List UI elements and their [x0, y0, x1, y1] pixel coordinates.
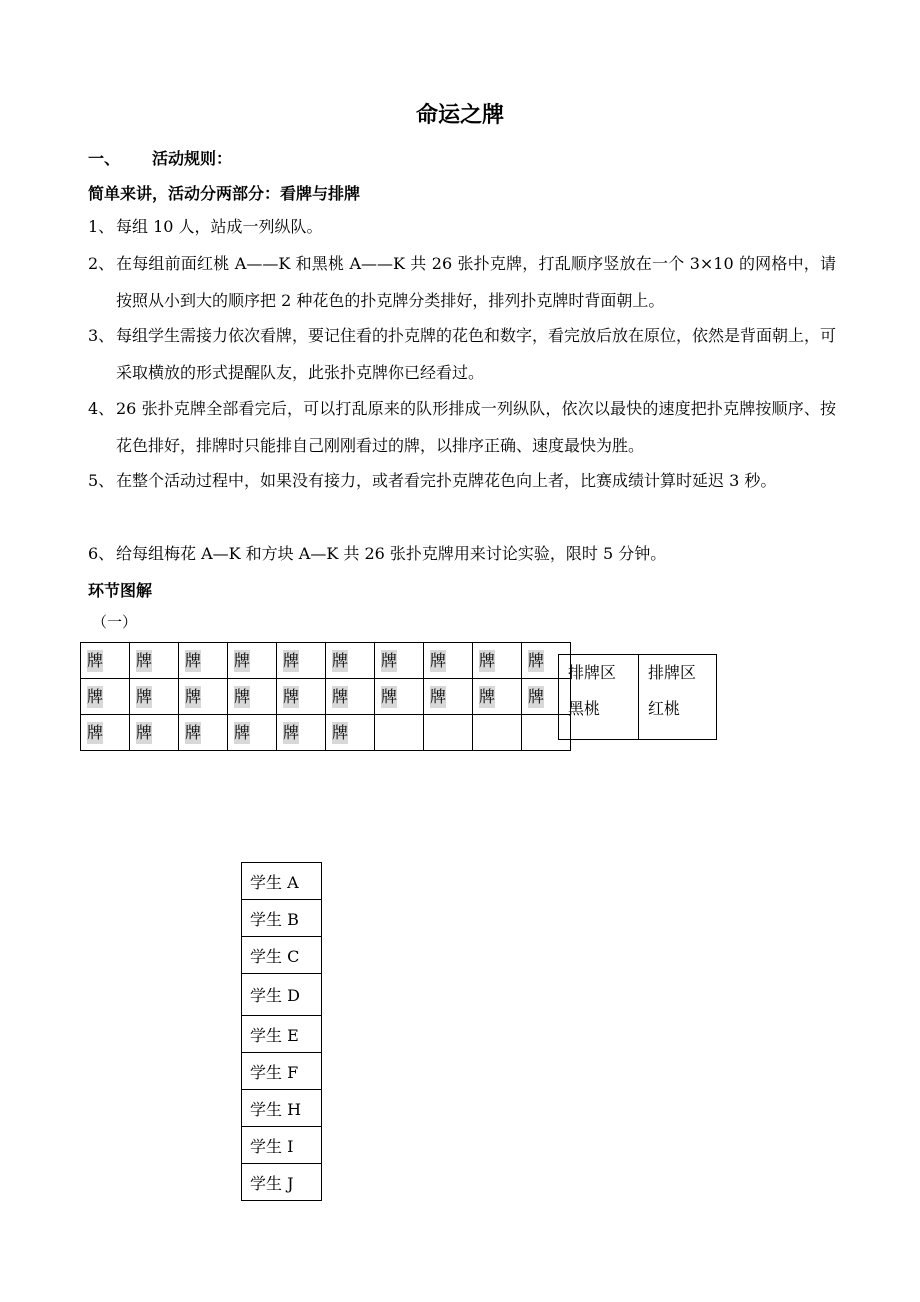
student-cell: 学生 B	[242, 900, 322, 937]
card-label: 牌	[185, 686, 202, 706]
rule-number: 1、	[88, 217, 115, 236]
section-heading	[88, 146, 232, 169]
card-label: 牌	[283, 650, 300, 670]
card-cell	[375, 679, 424, 715]
card-cell	[179, 643, 228, 679]
card-label: 牌	[430, 686, 447, 706]
diagram-heading: 环节图解	[88, 581, 153, 600]
rule-item	[88, 462, 836, 499]
rule-item	[88, 535, 836, 572]
rule-item	[88, 390, 836, 464]
card-cell	[326, 715, 375, 751]
card-cell	[130, 679, 179, 715]
student-cell: 学生 J	[242, 1164, 322, 1201]
student-cell: 学生 E	[242, 1016, 322, 1053]
card-cell	[179, 679, 228, 715]
rule-item	[88, 245, 836, 319]
card-cell	[130, 715, 179, 751]
card-label: 牌	[528, 686, 545, 706]
card-label: 牌	[528, 650, 545, 670]
card-cell	[277, 679, 326, 715]
card-label: 牌	[87, 650, 104, 670]
student-cell: 学生 D	[242, 974, 322, 1016]
zone-label: 排牌区	[568, 663, 617, 682]
sorting-zone-hearts	[639, 655, 717, 740]
card-cell	[473, 643, 522, 679]
rule-text: 每组 10 人，站成一列纵队。	[116, 217, 323, 236]
card-label: 牌	[87, 722, 104, 742]
student-cell: 学生 F	[242, 1053, 322, 1090]
card-label: 牌	[234, 722, 251, 742]
rule-number: 2、	[88, 254, 115, 273]
rule-number: 6、	[88, 544, 115, 563]
card-label: 牌	[87, 686, 104, 706]
card-label: 牌	[185, 722, 202, 742]
rule-text: 在整个活动过程中，如果没有接力，或者看完扑克牌花色向上者，比赛成绩计算时延迟 3 秒。	[116, 471, 777, 490]
card-cell	[375, 643, 424, 679]
card-grid-row	[81, 715, 571, 751]
card-label: 牌	[332, 686, 349, 706]
sorting-zone-table	[558, 654, 717, 740]
card-label: 牌	[381, 650, 398, 670]
card-label: 牌	[332, 722, 349, 742]
card-cell	[81, 679, 130, 715]
zone-suit: 黑桃	[568, 699, 601, 718]
summary-line: 简单来讲，活动分两部分：看牌与排牌	[88, 184, 361, 203]
card-label: 牌	[430, 650, 447, 670]
card-label: 牌	[136, 650, 153, 670]
card-cell	[228, 643, 277, 679]
card-label: 牌	[234, 650, 251, 670]
card-cell	[179, 715, 228, 751]
card-cell	[277, 643, 326, 679]
card-label: 牌	[234, 686, 251, 706]
card-grid	[80, 642, 571, 751]
card-cell	[130, 643, 179, 679]
student-cell: 学生 I	[242, 1127, 322, 1164]
student-cell: 学生 H	[242, 1090, 322, 1127]
rule-number: 3、	[88, 326, 115, 345]
rule-number: 5、	[88, 471, 115, 490]
diagram-sublabel: （一）	[92, 613, 138, 631]
card-label: 牌	[381, 686, 398, 706]
student-queue	[241, 862, 322, 1201]
zone-label: 排牌区	[648, 663, 697, 682]
page-title: 命运之牌	[415, 103, 504, 128]
rule-text: 每组学生需接力依次看牌，要记住看的扑克牌的花色和数字，看完放后放在原位，依然是背面朝上，可采取横放的形式提醒队友，此张扑克牌你已经看过。	[116, 326, 837, 382]
empty-cell	[424, 715, 473, 751]
student-cell: 学生 A	[242, 863, 322, 900]
card-cell	[277, 715, 326, 751]
rule-text: 给每组梅花 A—K 和方块 A—K 共 26 张扑克牌用来讨论实验，限时 5 分钟。	[116, 544, 667, 563]
rule-text: 26 张扑克牌全部看完后，可以打乱原来的队形排成一列纵队，依次以最快的速度把扑克牌按顺序、按花色排好，排牌时只能排自己刚刚看过的牌，以排序正确、速度最快为胜。	[116, 399, 836, 455]
card-cell	[424, 679, 473, 715]
sorting-zone-spades	[559, 655, 639, 740]
rule-item	[88, 317, 836, 391]
card-label: 牌	[283, 722, 300, 742]
card-cell	[228, 679, 277, 715]
card-cell	[424, 643, 473, 679]
card-cell	[326, 643, 375, 679]
card-label: 牌	[185, 650, 202, 670]
card-label: 牌	[479, 686, 496, 706]
card-grid-row	[81, 679, 571, 715]
card-label: 牌	[283, 686, 300, 706]
rule-text: 在每组前面红桃 A——K 和黑桃 A——K 共 26 张扑克牌，打乱顺序竖放在一个 3×10 的网格中，请按照从小到大的顺序把 2 种花色的扑克牌分类排好，排列扑克牌时背面朝上。	[116, 254, 836, 310]
card-cell	[228, 715, 277, 751]
card-label: 牌	[332, 650, 349, 670]
card-cell	[473, 679, 522, 715]
card-label: 牌	[136, 686, 153, 706]
empty-cell	[473, 715, 522, 751]
card-cell	[81, 715, 130, 751]
section-number: 一、	[88, 149, 121, 168]
rule-item	[88, 208, 836, 245]
section-title: 活动规则：	[152, 149, 233, 168]
zone-suit: 红桃	[648, 699, 681, 718]
card-cell	[81, 643, 130, 679]
rule-number: 4、	[88, 399, 115, 418]
card-cell	[326, 679, 375, 715]
card-label: 牌	[479, 650, 496, 670]
card-grid-row	[81, 643, 571, 679]
empty-cell	[375, 715, 424, 751]
card-label: 牌	[136, 722, 153, 742]
student-cell: 学生 C	[242, 937, 322, 974]
